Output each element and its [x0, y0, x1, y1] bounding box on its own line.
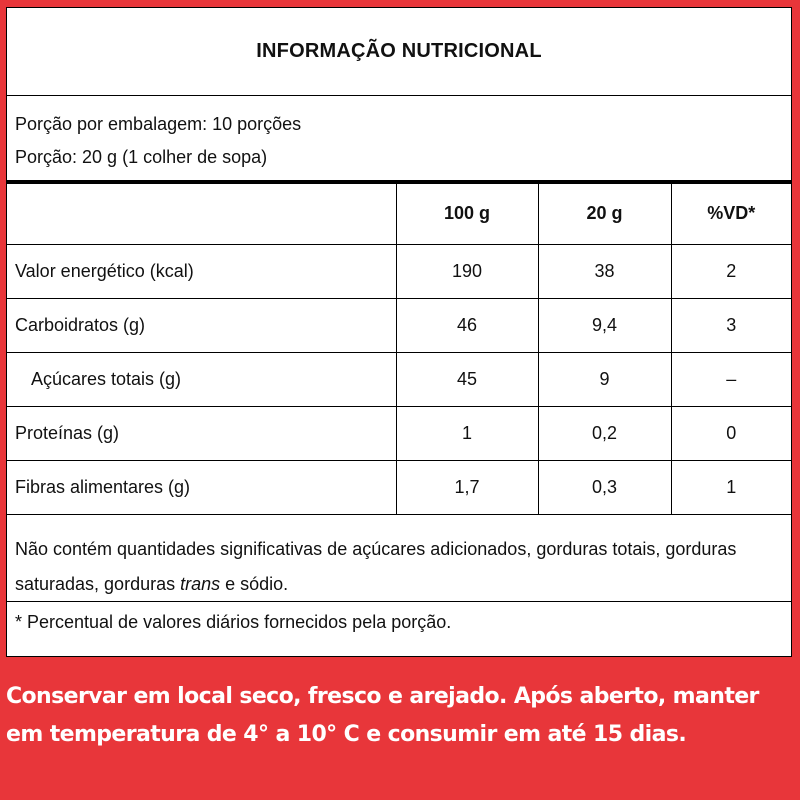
serving-size: Porção: 20 g (1 colher de sopa)	[15, 147, 268, 167]
table-row	[7, 460, 791, 514]
nutrient-name: Proteínas (g)	[7, 406, 396, 460]
value-100g: 1,7	[396, 460, 538, 514]
label-title: INFORMAÇÃO NUTRICIONAL	[7, 8, 791, 96]
value-100g: 1	[396, 406, 538, 460]
nutrient-name: Fibras alimentares (g)	[7, 460, 396, 514]
servings-per-package: Porção por embalagem: 10 porções	[15, 114, 302, 134]
column-header-daily-value: %VD*	[671, 184, 791, 244]
nutrient-name: Açúcares totais (g)	[7, 352, 396, 406]
footnote: * Percentual de valores diários fornecidos pela porção.	[15, 611, 452, 632]
value-serving: 9	[538, 352, 671, 406]
nutrition-facts-panel	[6, 7, 792, 657]
nutrition-table	[7, 184, 791, 515]
column-header-serving: 20 g	[538, 184, 671, 244]
column-header-100g: 100 g	[396, 184, 538, 244]
value-100g: 46	[396, 298, 538, 352]
value-serving: 0,3	[538, 460, 671, 514]
table-header-row	[7, 184, 791, 244]
nutrient-name: Valor energético (kcal)	[7, 244, 396, 298]
value-daily: 3	[671, 298, 791, 352]
value-serving: 38	[538, 244, 671, 298]
value-100g: 45	[396, 352, 538, 406]
value-daily: 2	[671, 244, 791, 298]
table-row	[7, 244, 791, 298]
storage-instructions: Conservar em local seco, fresco e arejado. Após aberto, manter em temperatura de 4° a 10° C e consumir em até 15 dias.	[6, 684, 759, 747]
value-serving: 0,2	[538, 406, 671, 460]
note-text-end: e sódio.	[220, 573, 289, 594]
value-daily: –	[671, 352, 791, 406]
table-row	[7, 298, 791, 352]
table-row	[7, 352, 791, 406]
value-daily: 1	[671, 460, 791, 514]
value-daily: 0	[671, 406, 791, 460]
column-header-nutrient	[7, 184, 396, 244]
note-italic: trans	[180, 573, 221, 594]
value-serving: 9,4	[538, 298, 671, 352]
note-text: Não contém quantidades significativas de açúcares adicionados, gorduras totais, gorduras saturadas, gorduras	[15, 538, 737, 594]
value-100g: 190	[396, 244, 538, 298]
nutrient-name: Carboidratos (g)	[7, 298, 396, 352]
table-row	[7, 406, 791, 460]
not-significant-note	[7, 515, 791, 602]
portion-info	[7, 96, 791, 184]
